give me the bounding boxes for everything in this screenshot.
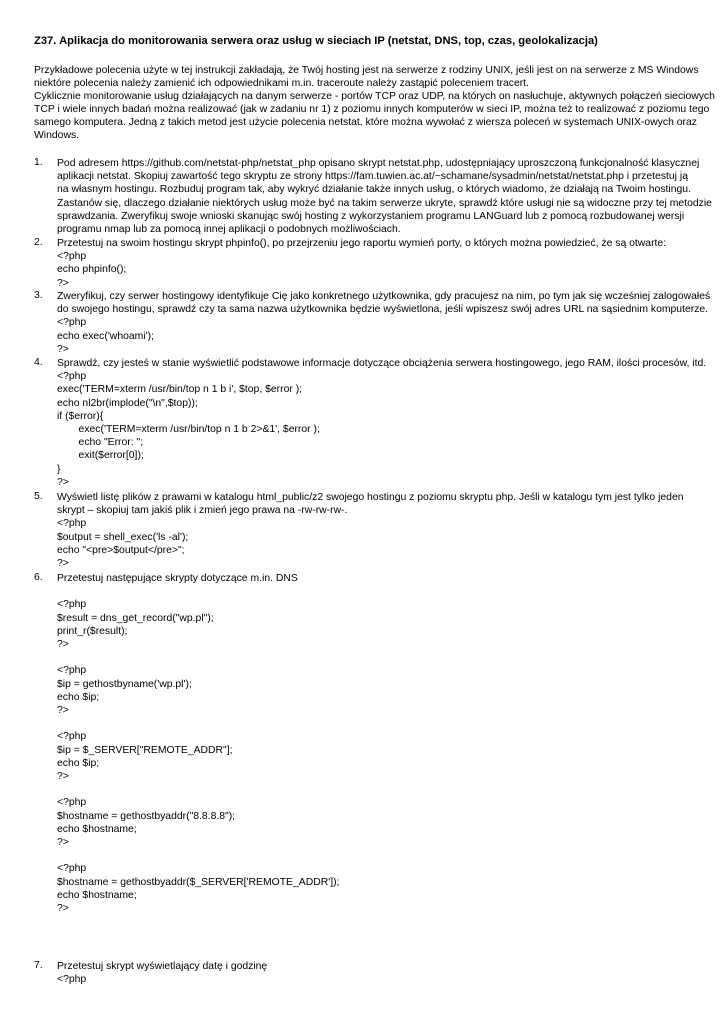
code-line: $ip = gethostbyname('wp.pl'); bbox=[57, 678, 192, 690]
code-line: exec('TERM=xterm /usr/bin/top n 1 b i', $top, $error ); bbox=[57, 384, 303, 396]
code-line: <?php bbox=[57, 371, 87, 383]
blank-line bbox=[57, 651, 705, 664]
list-item-number: 7. bbox=[34, 960, 43, 971]
item-line: Przetestuj skrypt wyświetlający datę i godzinę bbox=[57, 961, 268, 972]
item-line: Wyświetl listę plików z prawami w katalogu html_public/z2 swojego hostingu z poziomu skryptu php. Jeśli w katalogu tym jest tylko jeden bbox=[57, 492, 684, 503]
code-line: } bbox=[57, 463, 61, 475]
intro-paragraph bbox=[34, 65, 715, 142]
list-item-number: 1. bbox=[34, 157, 43, 168]
code-line: $hostname = gethostbyaddr($_SERVER['REMOTE_ADDR']); bbox=[57, 876, 340, 888]
intro-line: niektóre polecenia należy zamienić ich odpowiednikami m.in. traceroute należy zastąpić poleceniem tracert. bbox=[34, 77, 529, 89]
intro-line: samego komputera. Jedną z takich metod jest użycie polecenia netstat, które można wywołać z wiersza poleceń w systemach UNIX-owych oraz bbox=[34, 116, 697, 128]
list-item-number: 2. bbox=[34, 237, 43, 248]
item-line: Sprawdź, czy jesteś w stanie wyświetlić podstawowe informacje dotyczące obciążenia serwera hostingowego, jego RAM, ilości procesów, itd. bbox=[57, 358, 707, 369]
code-line: exec('TERM=xterm /usr/bin/top n 1 b 2>&1', $error ); bbox=[67, 424, 320, 436]
code-line: <?php bbox=[57, 665, 87, 677]
list-item-body bbox=[57, 157, 712, 236]
code-line: $output = shell_exec('ls -al'); bbox=[57, 531, 189, 543]
code-line: print_r($result); bbox=[57, 625, 128, 637]
code-line: exit($error[0]); bbox=[67, 450, 144, 462]
item-line: sprawdzania. Zweryfikuj swoje wnioski skanując swój hosting z wykorzystaniem programu LANGuard lub z pomocą rozbudowanej wersji bbox=[57, 210, 685, 222]
code-line: ?> bbox=[57, 705, 69, 716]
list-item-body bbox=[57, 960, 705, 986]
list-item-body bbox=[57, 290, 711, 356]
item-line: Pod adresem https://github.com/netstat-php/netstat_php opisano skrypt netstat.php, udostępniający uproszczoną funkcjonalność klasycznej bbox=[57, 158, 700, 169]
code-line: $ip = $_SERVER["REMOTE_ADDR"]; bbox=[57, 744, 233, 756]
blank-line bbox=[57, 783, 705, 796]
item-line: Zastanów się, dlaczego działanie niektórych usług może być na takim serwerze ukryte, sprawdź które usługi nie są widoczne przy tej metodzie bbox=[57, 197, 712, 209]
code-line: ?> bbox=[57, 771, 69, 782]
item-line: na własnym hostingu. Rozbuduj program tak, aby wykryć działanie także innych usług, o których wiadomo, że działają na Twoim hostingu. bbox=[57, 184, 691, 196]
intro-line: TCP i wiele innych badań można realizować (jak w zadaniu nr 1) z poziomu innych komputerów w sieci IP, można też to realizować z poziomu tego bbox=[34, 103, 710, 115]
blank-line bbox=[57, 717, 705, 730]
code-line: echo $ip; bbox=[57, 691, 100, 703]
code-line: echo "<pre>$output</pre>"; bbox=[57, 544, 185, 556]
blank-line bbox=[57, 585, 705, 598]
list-item-number: 6. bbox=[34, 572, 43, 583]
intro-line: Przykładowe polecenia użyte w tej instrukcji zakładają, że Twój hosting jest na serwerze z rodziny UNIX, jeśli jest on na serwerze z MS Windows bbox=[34, 65, 699, 76]
item-line: aplikacji netstat. Skopiuj zawartość tego skryptu ze strony https://fam.tuwien.ac.at/~schamane/sysadmin/netstat/netstat.php i przetestuj ją bbox=[57, 171, 688, 183]
intro-line: Cyklicznie monitorowanie usług działających na danym serwerze - portów TCP oraz UDP, na których on nasłuchuje, aktywnych połączeń sieciowych bbox=[34, 90, 715, 102]
code-line: <?php bbox=[57, 974, 87, 986]
code-line: if ($error){ bbox=[57, 410, 104, 422]
code-line: echo "Error: "; bbox=[67, 437, 144, 449]
code-line: <?php bbox=[57, 797, 87, 809]
code-line: ?> bbox=[57, 343, 69, 355]
blank-line bbox=[57, 849, 705, 862]
item-line: do swojego hostingu, sprawdź czy ta sama nazwa użytkownika będzie wyświetlona, jeśli wpiszesz swój adres URL na sąsiednim komputerze. bbox=[57, 304, 709, 316]
code-line: <?php bbox=[57, 251, 87, 263]
code-line: ?> bbox=[57, 476, 69, 488]
code-line: echo $ip; bbox=[57, 757, 100, 769]
list-item-number: 3. bbox=[34, 290, 43, 301]
list-item-number: 5. bbox=[34, 491, 43, 502]
code-line: $hostname = gethostbyaddr("8.8.8.8"); bbox=[57, 810, 236, 822]
document-title: Z37. Aplikacja do monitorowania serwera oraz usług w sieciach IP (netstat, DNS, top, czas, geolokalizacja) bbox=[34, 35, 598, 47]
code-line: echo exec('whoami'); bbox=[57, 330, 154, 342]
code-line: <?php bbox=[57, 863, 87, 875]
code-line: <?php bbox=[57, 518, 87, 530]
item-line: programu nmap lub za pomocą innej aplikacji o podobnych możliwościach. bbox=[57, 224, 401, 236]
list-item-body bbox=[57, 572, 705, 915]
code-line: <?php bbox=[57, 317, 87, 329]
code-line: ?> bbox=[57, 903, 69, 914]
code-line: echo $hostname; bbox=[57, 823, 137, 835]
list-item-body bbox=[57, 357, 705, 489]
item-line: Przetestuj na swoim hostingu skrypt phpinfo(), po przejrzeniu jego raportu wymień porty, o których można powiedzieć, że są otwarte: bbox=[57, 238, 667, 249]
intro-line: Windows. bbox=[34, 129, 80, 141]
item-line: Przetestuj następujące skrypty dotyczące m.in. DNS bbox=[57, 573, 298, 584]
code-line: <?php bbox=[57, 599, 87, 611]
list-item-body bbox=[57, 491, 705, 570]
item-line: Zweryfikuj, czy serwer hostingowy identyfikuje Cię jako konkretnego użytkownika, gdy pracujesz na nim, po tym jak się wcześniej zalogowałeś bbox=[57, 291, 711, 302]
code-line: ?> bbox=[57, 558, 69, 570]
code-line: ?> bbox=[57, 837, 69, 848]
code-line: ?> bbox=[57, 277, 69, 289]
list-item-body bbox=[57, 237, 705, 290]
code-line: <?php bbox=[57, 731, 87, 743]
code-line: echo nl2br(implode("\n",$top)); bbox=[57, 397, 198, 409]
item-line: skrypt – skopiuj tam jakiś plik i zmień jego prawa na -rw-rw-rw-. bbox=[57, 505, 348, 517]
code-line: echo phpinfo(); bbox=[57, 264, 127, 276]
code-line: ?> bbox=[57, 639, 69, 650]
code-line: echo $hostname; bbox=[57, 889, 137, 901]
code-line: $result = dns_get_record("wp.pl"); bbox=[57, 612, 214, 624]
list-item-number: 4. bbox=[34, 357, 43, 368]
